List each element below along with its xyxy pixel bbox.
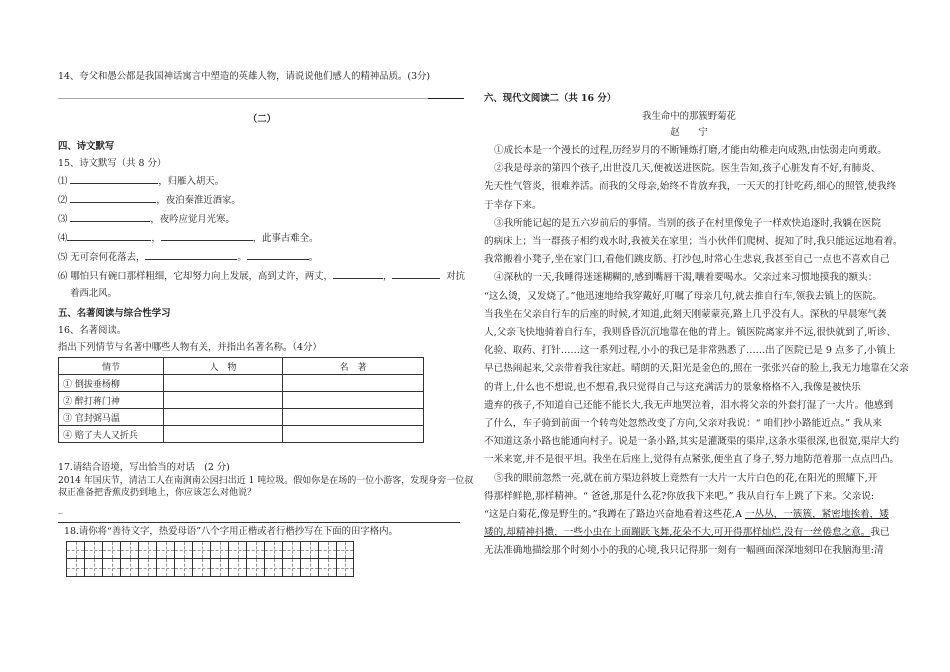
character-cell[interactable]: [164, 409, 283, 426]
table-row: [59, 409, 424, 426]
novel-cell[interactable]: [283, 392, 424, 409]
essay-line: 遗弃的孩子,不知道自己还能不能长大,我无声地哭泣着，泪水将父亲的外套打湿了一大片。他感到: [484, 399, 894, 411]
poem-line-5-text: 。: [308, 252, 319, 263]
poem-line-4: ⑷ ， ，此事古难全。: [58, 233, 319, 244]
grid-cell[interactable]: [174, 559, 192, 577]
question-17-title: 17.请结合语境，写出恰当的对话 (2 分): [58, 462, 230, 473]
answer-line-14[interactable]: [58, 84, 462, 99]
blank-6b[interactable]: [392, 269, 440, 279]
novel-cell[interactable]: [283, 426, 424, 443]
essay-line: 得那样鲜艳,那样精神。“ 爸爸,那是什么花?你放我下来吧。” 我从自行车上跳了下来。父亲说:: [484, 490, 875, 502]
essay-line: 的背上,什么也不想说,也不想看,我只觉得自己与这充满活力的景象格格不入,我像是被快乐: [484, 381, 861, 393]
grid-cell[interactable]: [318, 559, 336, 577]
blank-1[interactable]: [70, 174, 158, 184]
essay-line: 我常搬着小凳子,坐在家门口,看他们跳皮筋、打沙包,时常心生悲哀,我甚至自己一点也不喜欢自己: [484, 254, 890, 266]
essay-title: 我生命中的那簇野菊花: [642, 111, 736, 122]
poem-line-5: ⑸ 无可奈何花落去， 。 。: [58, 252, 319, 263]
table-header: 名 著: [283, 358, 424, 375]
poem-line-6-cont: 着西北风。: [70, 288, 117, 299]
essay-line: ②我是母亲的第四个孩子,出世没几天,便被送进医院。医生告知,孩子心脏发育不好,有肺炎、: [494, 163, 881, 175]
grid-cell[interactable]: [156, 541, 174, 559]
poem-line-2-num: ⑵: [58, 195, 71, 206]
divider: [58, 522, 460, 523]
grid-cell[interactable]: [192, 559, 210, 577]
grid-cell[interactable]: [66, 559, 84, 577]
blank-4a[interactable]: [67, 231, 151, 241]
essay-line: ④深秋的一天,我睡得迷迷糊糊的,感到嘴唇干渴,嚷着要喝水。父亲过来习惯地摸我的额头：: [494, 272, 878, 284]
character-cell[interactable]: [164, 375, 283, 392]
grid-cell[interactable]: [228, 559, 246, 577]
essay-line: 人,父亲飞快地骑着自行车，我则昏昏沉沉地靠在他的背上。镇医院离家并不远,很快就到了,听诊、: [484, 327, 897, 339]
question-15-title: 15、诗文默写（共 8 分）: [58, 158, 167, 169]
essay-line: ⑤我的眼前忽然一亮,就在前方渠边斜坡上竟然有一大片一大片白色的花,在阳光的照耀下,开: [494, 472, 878, 484]
essay-line: 的病床上；当一群孩子相约戏水时,我被关在家里；当小伙伴们爬树、捉知了时,我只能远远地看着。: [484, 236, 903, 248]
poem-line-3-text: ，夜吟应觉月光寒。: [150, 214, 235, 225]
section-6-title: 六、现代文阅读二（共 16 分）: [484, 93, 617, 104]
grid-cell[interactable]: [282, 559, 300, 577]
grid-cell[interactable]: [336, 541, 354, 559]
grid-cell[interactable]: [192, 541, 210, 559]
novel-cell[interactable]: [283, 409, 424, 426]
section-4-title: 四、诗文默写: [58, 141, 115, 152]
grid-cell[interactable]: [246, 541, 264, 559]
grid-cell[interactable]: [102, 541, 120, 559]
grid-cell[interactable]: [66, 541, 84, 559]
underlined-sentence-a: 一丛丛，一簇簇，紧密地挨着，矮: [744, 509, 889, 521]
question-17-text-1: 2014 年国庆节，清洁工人在南涧南公园扫出近 1 吨垃圾。假如你是在场的一位小游客，发现身旁一位叔: [58, 476, 474, 486]
grid-cell[interactable]: [264, 559, 282, 577]
essay-line: “这是白菊花,像是野生的。”我蹲在了路边兴奋地看着这些花,A 一丛丛，一簇簇，紧密地挨着，矮: [484, 509, 889, 521]
table-row: [59, 392, 424, 409]
section-5-title: 五、名著阅读与综合性学习: [58, 308, 171, 319]
essay-line: 化验、取药、打针……这一系列过程,小小的我已是非常熟悉了……出了医院已是 9 点多了,小镇上: [484, 345, 896, 357]
tian-grid-row-2[interactable]: [66, 559, 466, 577]
grid-cell[interactable]: [138, 541, 156, 559]
grid-cell[interactable]: [300, 541, 318, 559]
poem-line-1-num: ⑴: [58, 176, 71, 187]
poem-line-6-pre: ⑹ 哪怕只有碗口那样粗细，它却努力向上发展，高到丈许，两丈，: [58, 271, 333, 282]
essay-line: 矮的,却精神抖擞，一些小虫在上面蹦跃飞舞,花朵不大,可开得那样灿烂,没有一丝倦怠之意。我已: [484, 527, 890, 539]
underlined-sentence-a: 矮的,却精神抖擞，一些小虫在上面蹦跃飞舞,花朵不大,可开得那样灿烂,没有一丝倦怠之意。: [484, 527, 871, 539]
question-17-text-2: 叔正准备把香蕉皮扔到地上，你应该怎么对他说？: [58, 488, 257, 498]
poem-line-2-text: ，夜泊秦淮近酒家。: [156, 195, 241, 206]
table-header: 人 物: [164, 358, 283, 375]
table-row: [59, 426, 424, 443]
plot-cell: ④ 赔了夫人又折兵: [59, 426, 164, 443]
blank-5a[interactable]: [145, 250, 237, 260]
poem-line-1-text: ，归雁入胡天。: [158, 176, 224, 187]
blank-2[interactable]: [70, 193, 156, 203]
blank-4b[interactable]: [161, 231, 253, 241]
essay-body: [484, 142, 909, 561]
question-17-answer[interactable]: _: [58, 503, 63, 514]
grid-cell[interactable]: [228, 541, 246, 559]
grid-cell[interactable]: [210, 541, 228, 559]
essay-line: 了什么，车子骑到前面一个转弯处忽然改变了方向,父亲对我说：“ 咱们抄小路能近点。” 我从来: [484, 418, 882, 430]
grid-cell[interactable]: [246, 559, 264, 577]
essay-line: ①成长本是一个漫长的过程,历经岁月的不断锤炼打磨,才能由幼稚走向成熟,由怯弱走向勇敢。: [494, 145, 887, 156]
grid-cell[interactable]: [138, 559, 156, 577]
essay-line: 无法准确地描绘那个时刻小小的我的心境,我只记得那一刻有一幅画面深深地刻印在我脑海里:清: [484, 545, 884, 557]
poem-line-4-num: ⑷: [58, 233, 68, 244]
plot-cell: ① 倒拔垂杨柳: [59, 375, 164, 392]
grid-cell[interactable]: [264, 541, 282, 559]
question-18: 18.请你将“善待文字，热爱母语”八个字用正楷或者行楷抄写在下面的田字格内。: [64, 526, 398, 537]
grid-cell[interactable]: [300, 559, 318, 577]
grid-cell[interactable]: [120, 559, 138, 577]
tian-grid[interactable]: [66, 541, 466, 559]
essay-line: 于幸存下来。: [484, 199, 542, 211]
right-column: [484, 92, 909, 561]
essay-line: 当我坐在父亲自行车的后座的时候,才知道,此刻天刚蒙蒙亮,路上几乎没有人。深秋的早晨寒气袭: [484, 308, 887, 320]
essay-line: 不知道这条小路也能通向村子。说是一条小路,其实是灌溉渠的渠岸,这条水渠很深,也很宽,渠岸大约: [484, 436, 900, 448]
poem-line-6: ⑹ 哪怕只有碗口那样粗细，它却努力向上发展，高到丈许，两丈， ， 对抗: [58, 271, 465, 282]
poem-line-5-pre: ⑸ 无可奈何花落去，: [58, 252, 146, 263]
grid-cell[interactable]: [156, 559, 174, 577]
essay-author: 赵 宁: [670, 127, 708, 138]
novel-cell[interactable]: [283, 375, 424, 392]
question-16-prompt: 指出下列情节与名著中哪些人物有关，并指出名著名称。（4分）: [58, 342, 322, 353]
grid-cell[interactable]: [120, 541, 138, 559]
grid-cell[interactable]: [102, 559, 120, 577]
blank-5b[interactable]: [247, 250, 309, 260]
poem-line-6-text: 对抗: [446, 271, 465, 282]
table-header: 情节: [59, 358, 164, 375]
grid-cell[interactable]: [336, 559, 354, 577]
character-cell[interactable]: [164, 392, 283, 409]
grid-cell[interactable]: [174, 541, 192, 559]
question-16-title: 16、名著阅读。: [58, 325, 127, 336]
essay-line: 一米来宽,并不是很平坦。我坐在后座上,觉得有点紧张,便坐直了身子,努力地防范着那一点点凹凸。: [484, 454, 900, 466]
essay-line: 早已热闹起来,父亲带着我往家赶。晴朗的天,阳光是金色的,照在一张张兴奋的脸上,我无力地靠在父亲: [484, 363, 909, 375]
section-two-heading: （二）: [247, 114, 277, 125]
character-cell[interactable]: [164, 426, 283, 443]
essay-line: “这么烫，又发烧了。”他迅速地给我穿戴好,叮嘱了母亲几句,就去推自行车,领我去镇上的医院。: [484, 290, 882, 302]
blank-6a[interactable]: [333, 269, 383, 279]
grid-cell[interactable]: [210, 559, 228, 577]
table-header-row: [59, 358, 424, 375]
grid-cell[interactable]: [84, 541, 102, 559]
blank-3[interactable]: [70, 212, 150, 222]
poem-line-1: [58, 174, 466, 189]
poem-line-3: [58, 212, 466, 227]
table-row: [59, 375, 424, 392]
grid-cell[interactable]: [282, 541, 300, 559]
poem-line-2: [58, 193, 466, 208]
essay-line: 先天性气管炎，很难养活。而我的父母亲,始终不肯放弃我，一天天的打针吃药,细心的照管,使我终: [484, 181, 897, 193]
grid-cell[interactable]: [318, 541, 336, 559]
poem-line-4-text: ，此事古难全。: [252, 233, 319, 244]
grid-cell[interactable]: [84, 559, 102, 577]
poem-line-3-num: ⑶: [58, 214, 71, 225]
question-14: 14、夸父和愚公都是我国神话寓言中塑造的英雄人物，请说说他们感人的精神品质。(3分): [58, 71, 431, 82]
plot-cell: ③ 官封弼马温: [59, 409, 164, 426]
novel-table: [58, 357, 424, 443]
left-column: [58, 70, 474, 577]
plot-cell: ② 醉打蒋门神: [59, 392, 164, 409]
essay-line: ③我所能记起的是五六岁前后的事情。当别的孩子在村里像兔子一样欢快追逐时,我躺在医院: [494, 217, 881, 229]
